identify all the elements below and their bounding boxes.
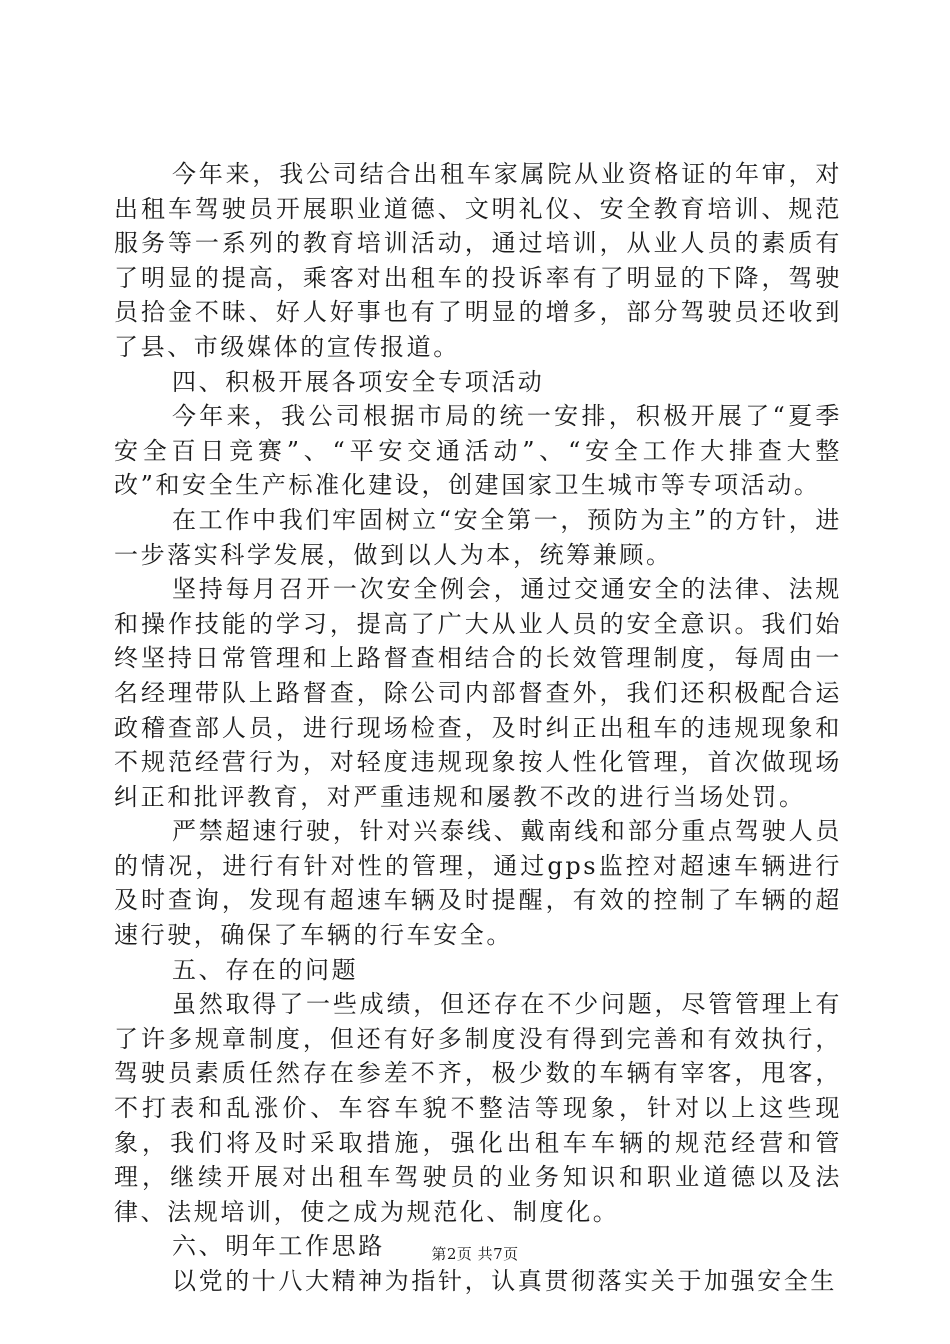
paragraph-special-activities: 今年来，我公司根据市局的统一安排，积极开展了“夏季安全百日竞赛”、“平安交通活动”、“安全工作大排查大整改”和安全生产标准化建设，创建国家卫生城市等专项活动。: [114, 402, 842, 500]
page-number-footer: 第2页 共7页: [431, 1245, 519, 1263]
paragraph-monthly-meeting: 坚持每月召开一次安全例会，通过交通安全的法律、法规和操作技能的学习，提高了广大从业人员的安全意识。我们始终坚持日常管理和上路督查相结合的长效管理制度，每周由一名经理带队上路督查，除公司内部督查外，我们还积极配合运政稽查部人员，进行现场检查，及时纠正出租车的违规现象和不规范经营行为，对轻度违规现象按人性化管理，首次做现场纠正和批评教育，对严重违规和屡教不改的进行当场处罚。: [114, 575, 842, 811]
paragraph-next-year: 以党的十八大精神为指针，认真贯彻落实关于加强安全生: [172, 1267, 837, 1295]
document-body: [114, 157, 842, 1299]
paragraph-safety-policy: 在工作中我们牢固树立“安全第一，预防为主”的方针，进一步落实科学发展，做到以人为本，统筹兼顾。: [114, 505, 842, 569]
section-heading-next-year: 六、明年工作思路: [172, 1232, 385, 1261]
paragraph-training: 今年来，我公司结合出租车家属院从业资格证的年审，对出租车驾驶员开展职业道德、文明礼仪、安全教育培训、规范服务等一系列的教育培训活动，通过培训，从业人员的素质有了明显的提高，乘客对出租车的投诉率有了明显的下降，驾驶员拾金不昧、好人好事也有了明显的增多，部分驾驶员还收到了县、市级媒体的宣传报道。: [114, 160, 842, 361]
paragraph-speeding: 严禁超速行驶，针对兴泰线、戴南线和部分重点驾驶人员的情况，进行有针对性的管理，通过gps监控对超速车辆进行及时查询，发现有超速车辆及时提醒，有效的控制了车辆的超速行驶，确保了车辆的行车安全。: [114, 817, 842, 950]
section-heading-safety-activities: 四、积极开展各项安全专项活动: [172, 367, 545, 396]
section-heading-problems: 五、存在的问题: [172, 955, 359, 984]
paragraph-problems: 虽然取得了一些成绩，但还存在不少问题，尽管管理上有了许多规章制度，但还有好多制度没有得到完善和有效执行，驾驶员素质任然存在参差不齐，极少数的车辆有宰客，甩客，不打表和乱涨价、车容车貌不整洁等现象，针对以上这些现象，我们将及时采取措施，强化出租车车辆的规范经营和管理，继续开展对出租车驾驶员的业务知识和职业道德以及法律、法规培训，使之成为规范化、制度化。: [114, 990, 842, 1226]
